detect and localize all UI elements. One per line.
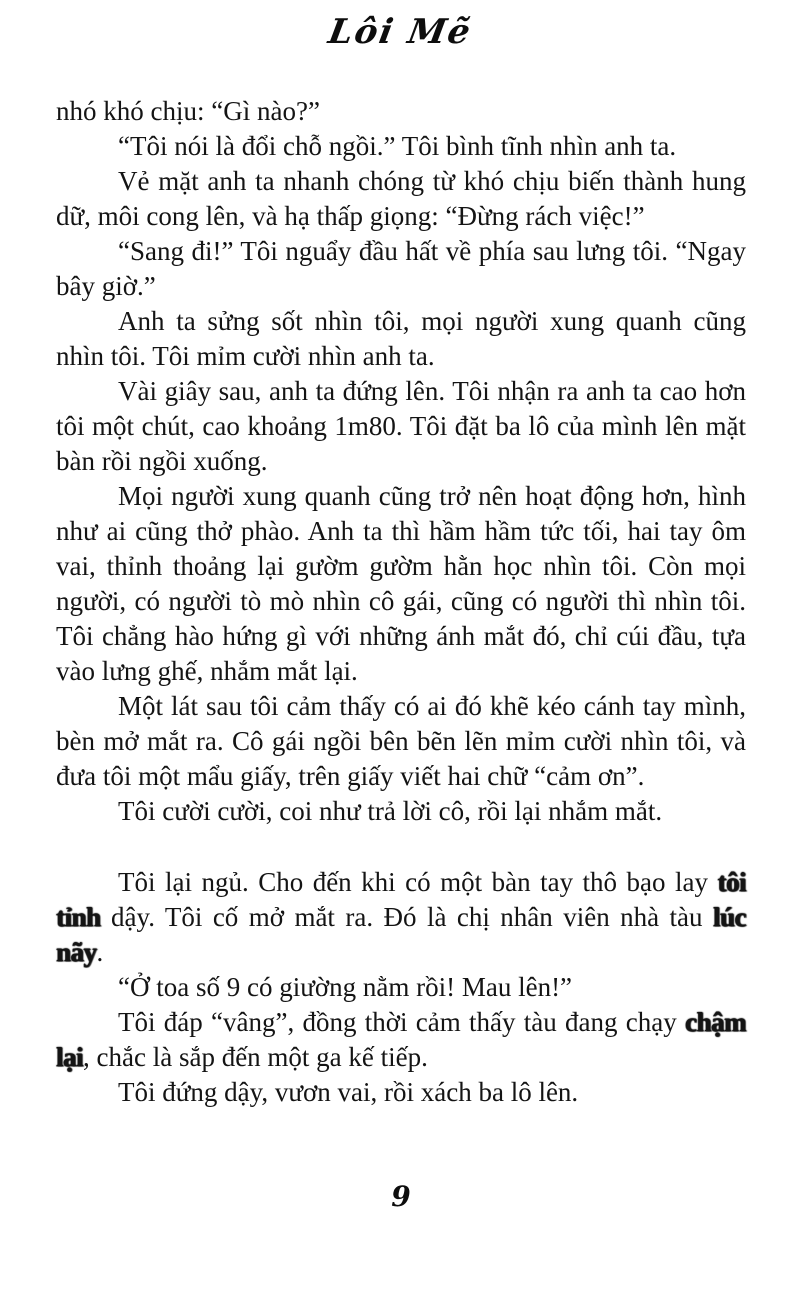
paragraph-text: .	[96, 937, 104, 967]
paragraph: Tôi cười cười, coi như trả lời cô, rồi lại nhắm mắt.	[118, 796, 663, 826]
paragraph: Tôi đứng dậy, vươn vai, rồi xách ba lô lên.	[118, 1077, 579, 1107]
running-head	[0, 12, 800, 52]
page-number: 9	[391, 1180, 411, 1213]
paragraph-text: dậy. Tôi cố mở mắt ra. Đó là chị nhân viên nhà tàu	[100, 902, 713, 932]
paragraph: Vẻ mặt anh ta nhanh chóng từ khó chịu biến thành hung dữ, môi cong lên, và hạ thấp giọng: “Đừng rách việc!”	[56, 166, 746, 231]
paragraph-text: Tôi lại ngủ. Cho đến khi có một bàn tay thô bạo lay	[118, 867, 718, 897]
text-column	[56, 94, 746, 1110]
smudged-ink-text: chậm lại	[56, 1007, 746, 1072]
paragraph	[56, 865, 746, 970]
smudged-ink-text: tôi tỉnh	[56, 867, 746, 932]
paragraph	[56, 1005, 746, 1075]
paragraph: “Sang đi!” Tôi nguẩy đầu hất về phía sau lưng tôi. “Ngay bây giờ.”	[56, 236, 746, 301]
paragraph: Một lát sau tôi cảm thấy có ai đó khẽ kéo cánh tay mình, bèn mở mắt ra. Cô gái ngồi bên bẽn lẽn mỉm cười nhìn tôi, và đưa tôi một mẩu giấy, trên giấy viết hai chữ “cảm ơn”.	[56, 691, 746, 791]
paragraph: “Ở toa số 9 có giường nằm rồi! Mau lên!”	[118, 972, 573, 1002]
paragraph-text: , chắc là sắp đến một ga kế tiếp.	[83, 1042, 428, 1072]
paragraph: Mọi người xung quanh cũng trở nên hoạt động hơn, hình như ai cũng thở phào. Anh ta thì hầm hầm tức tối, hai tay ôm vai, thỉnh thoảng lại gườm gườm hằn học nhìn tôi. Còn mọi người, có người tò mò nhìn cô gái, cũng có người thì nhìn tôi. Tôi chẳng hào hứng gì với những ánh mắt đó, chỉ cúi đầu, tựa vào lưng ghế, nhắm mắt lại.	[56, 481, 746, 686]
paragraph: Anh ta sửng sốt nhìn tôi, mọi người xung quanh cũng nhìn tôi. Tôi mỉm cười nhìn anh ta.	[56, 306, 746, 371]
paragraph-text: Tôi đáp “vâng”, đồng thời cảm thấy tàu đang chạy	[118, 1007, 685, 1037]
paragraph: nhó khó chịu: “Gì nào?”	[56, 96, 320, 126]
paragraph: Vài giây sau, anh ta đứng lên. Tôi nhận ra anh ta cao hơn tôi một chút, cao khoảng 1m80. Tôi đặt ba lô của mình lên mặt bàn rồi ngồi xuống.	[56, 376, 746, 476]
smudged-ink-text: lúc nãy	[56, 902, 746, 967]
book-title: Lôi Mẽ	[325, 12, 475, 52]
paragraph: “Tôi nói là đổi chỗ ngồi.” Tôi bình tĩnh nhìn anh ta.	[118, 131, 677, 161]
